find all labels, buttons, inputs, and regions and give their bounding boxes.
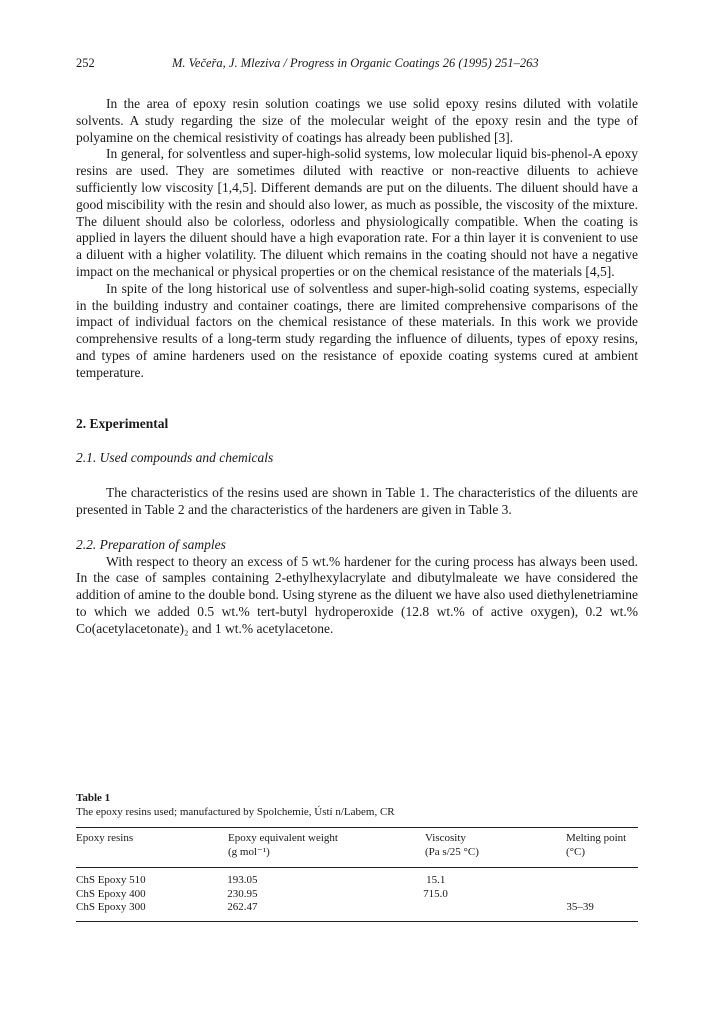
table-cell: ChS Epoxy 510 — [76, 874, 146, 886]
table-header-row — [76, 828, 638, 867]
subsection-heading-1: 2.1. Used compounds and chemicals — [76, 450, 274, 466]
epoxy-resins-table-body — [76, 868, 638, 921]
column-header: Epoxy resins — [76, 832, 134, 844]
table-bottom-rule — [76, 921, 638, 922]
table-caption: The epoxy resins used; manufactured by Spolchemie, Ústí n/Labem, CR — [76, 805, 395, 818]
paragraph-1: In the area of epoxy resin solution coatings we use solid epoxy resins diluted with volatile solvents. A study regarding the size of the molecular weight of the epoxy resin and the type of polyamine on the chemical resistivity of coatings has already been published [3]. — [76, 96, 638, 145]
paragraph-4: The characteristics of the resins used are shown in Table 1. The characteristics of the diluents are presented in Table 2 and the characteristics of the hardeners are given in Table 3. — [76, 485, 638, 517]
table-cell: 15.1 — [426, 874, 446, 886]
column-header: Melting point (°C) — [566, 832, 627, 858]
paragraph-5: With respect to theory an excess of 5 wt.% hardener for the curing process has always been used. In the case of samples containing 2-ethylhexylacrylate and dibutylmaleate we have considered the addition of amine to the double bond. Using styrene as the diluent we have also used diethylenetriamine to which we added 0.5 wt.% tert-butyl hydroperoxide (12.8 wt.% of active oxygen), 0.2 wt.% Co(acetylacetonate)₂ and 1 wt.% acetylacetone. — [76, 553, 638, 636]
table-cell: ChS Epoxy 300 — [76, 901, 146, 913]
table-1 — [76, 792, 638, 922]
table-cell: ChS Epoxy 400 — [76, 887, 146, 900]
column-header: Viscosity (Pa s/25 °C) — [425, 832, 479, 858]
table-row — [76, 901, 638, 921]
epoxy-resins-table — [76, 828, 638, 867]
paragraph-3: In spite of the long historical use of solventless and super-high-solid coating systems, especially in the building industry and container coatings, there are limited comprehensive comparisons of the impact of individual factors on the chemical resistance of these materials. In this work we provide comprehensive results of a long-term study regarding the influence of diluents, types of epoxy resins, and types of amine hardeners used on the resistance of epoxide coating systems cured at ambient temperature. — [76, 280, 638, 380]
table-cell — [423, 901, 566, 921]
table-cell — [566, 868, 638, 888]
table-cell: 230.95 — [227, 887, 258, 900]
table-cell: 262.47 — [227, 901, 258, 913]
table-cell: 35–39 — [566, 901, 594, 913]
main-text — [76, 96, 638, 638]
running-header — [76, 56, 646, 72]
page-number: 252 — [76, 56, 95, 70]
section-heading: 2. Experimental — [76, 415, 169, 431]
running-head: M. Večeřa, J. Mleziva / Progress in Organic Coatings 26 (1995) 251–263 — [172, 56, 539, 70]
column-header: Epoxy equivalent weight (g mol⁻¹) — [228, 832, 338, 858]
subsection-heading-2: 2.2. Preparation of samples — [76, 536, 226, 552]
table-label: Table 1 — [76, 792, 111, 804]
table-row — [76, 868, 638, 888]
table-cell — [566, 888, 638, 902]
table-cell: 193.05 — [227, 874, 258, 886]
table-row — [76, 888, 638, 902]
table-cell: 715.0 — [423, 887, 448, 900]
paragraph-2: In general, for solventless and super-high-solid systems, low molecular liquid bis-phenol-A epoxy resins are used. They are sometimes diluted with reactive or non-reactive diluents to achieve sufficiently low viscosity [1,4,5]. Different demands are put on the diluents. The diluent should have a good miscibility with the resin and should also lower, as much as possible, the viscosity of the mixture. The diluent should also be colorless, odorless and physiologically compatible. When the coating is applied in layers the diluent should have a high evaporation rate. For a thin layer it is convenient to use a diluent with a higher volatility. The diluent which remains in the coating should not have a negative impact on the mechanical or physical properties or on the chemical resistance of the materials [4,5]. — [76, 146, 638, 279]
